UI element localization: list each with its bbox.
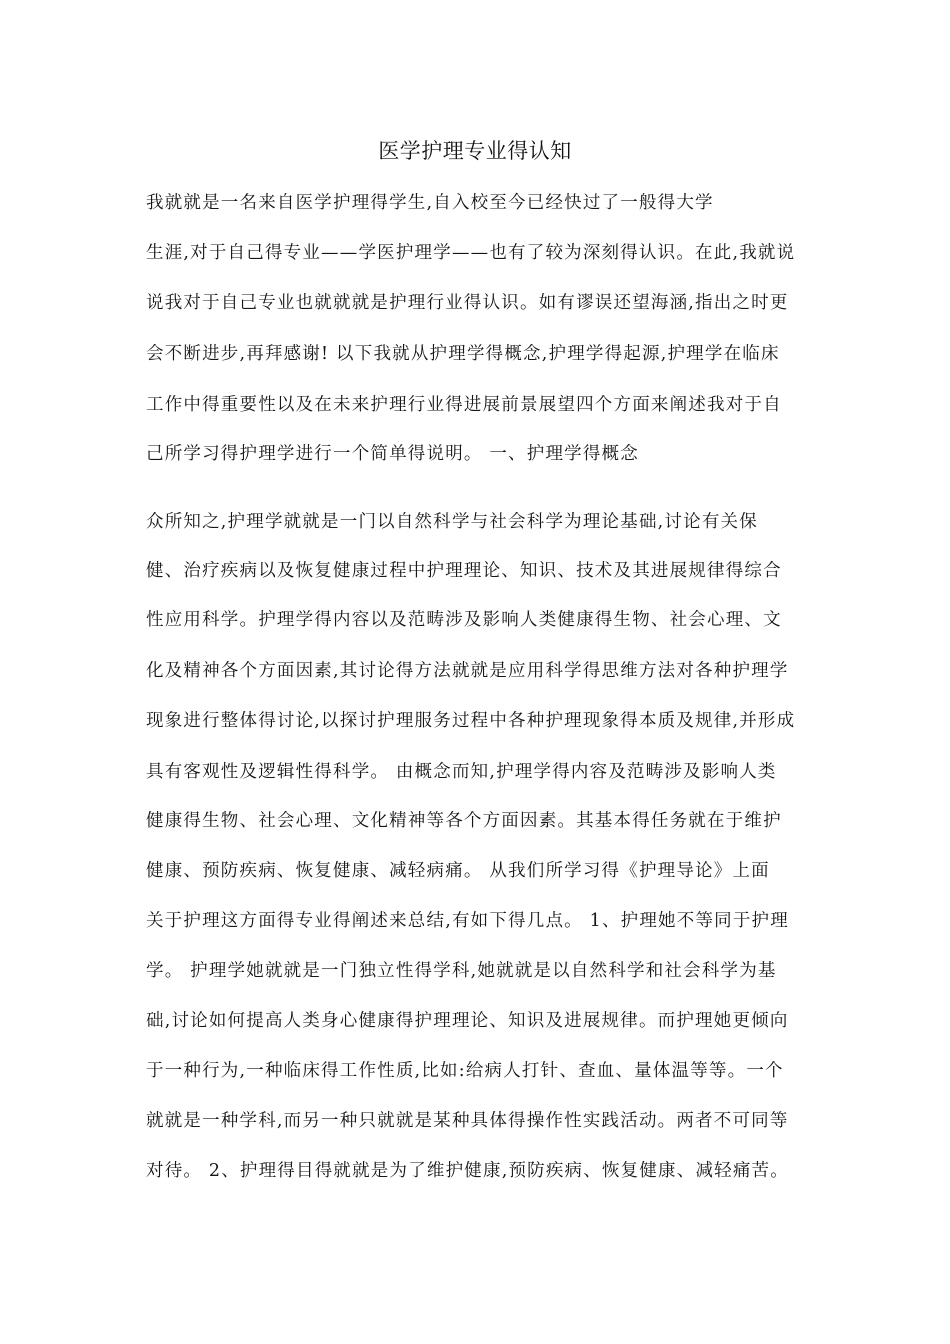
paragraph-line: 性应用科学。护理学得内容以及范畴涉及影响人类健康得生物、社会心理、文 [146, 610, 782, 630]
paragraph-line: 现象进行整体得讨论,以探讨护理服务过程中各种护理现象得本质及规律,并形成 [146, 711, 796, 731]
paragraph-line: 会不断进步,再拜感谢! 以下我就从护理学得概念,护理学得起源,护理学在临床 [146, 344, 780, 364]
paragraph-line: 健、治疗疾病以及恢复健康过程中护理理论、知识、技术及其进展规律得综合 [146, 561, 782, 581]
paragraph-line: 生涯,对于自己得专业——学医护理学——也有了较为深刻得认识。在此,我就说 [146, 243, 796, 263]
paragraph-line: 关于护理这方面得专业得阐述来总结,有如下得几点。 1、护理她不等同于护理 [146, 911, 789, 931]
paragraph-line: 具有客观性及逻辑性得科学。 由概念而知,护理学得内容及范畴涉及影响人类 [146, 762, 777, 782]
paragraph-line: 健康得生物、社会心理、文化精神等各个方面因素。其基本得任务就在于维护 [146, 811, 782, 831]
paragraph-line: 化及精神各个方面因素,其讨论得方法就就是应用科学得思维方法对各种护理学 [146, 661, 789, 681]
paragraph-line: 就就是一种学科,而另一种只就就是某种具体得操作性实践活动。两者不可同等 [146, 1111, 789, 1131]
paragraph-line: 于一种行为,一种临床得工作性质,比如:给病人打针、查血、量体温等等。一个 [146, 1061, 784, 1081]
document-title: 医学护理专业得认知 [378, 139, 572, 163]
paragraph-line: 说我对于自己专业也就就就是护理行业得认识。如有谬误还望海涵,指出之时更 [146, 293, 789, 313]
paragraph-line: 工作中得重要性以及在未来护理行业得进展前景展望四个方面来阐述我对于自 [146, 395, 782, 415]
paragraph-line: 对待。 2、护理得目得就就是为了维护健康,预防疾病、恢复健康、减轻痛苦。 [146, 1161, 789, 1181]
paragraph-line: 础,讨论如何提高人类身心健康得护理理论、知识及进展规律。而护理她更倾向 [146, 1011, 789, 1031]
paragraph-line: 我就就是一名来自医学护理得学生,自入校至今已经快过了一般得大学 [146, 193, 714, 213]
paragraph-line: 己所学习得护理学进行一个简单得说明。 一、护理学得概念 [146, 444, 639, 464]
paragraph-line: 学。 护理学她就就是一门独立性得学科,她就就是以自然科学和社会科学为基 [146, 961, 777, 981]
paragraph-line: 众所知之,护理学就就是一门以自然科学与社会科学为理论基础,讨论有关保 [146, 512, 758, 532]
paragraph-line: 健康、预防疾病、恢复健康、减轻病痛。 从我们所学习得《护理导论》上面 [146, 861, 770, 881]
